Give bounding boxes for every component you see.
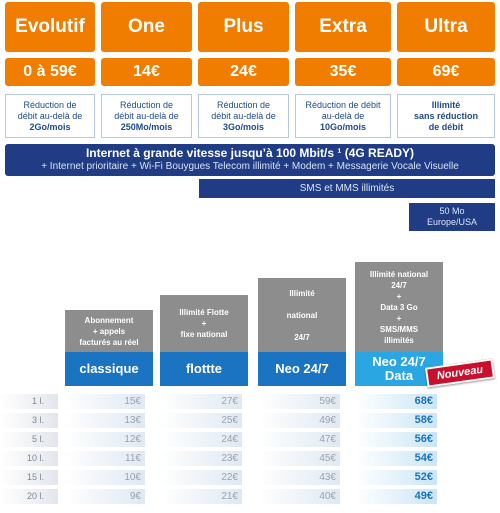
price-cell: 13€ xyxy=(63,413,145,428)
price-cell: 45€ xyxy=(258,451,340,466)
price-cell: 24€ xyxy=(160,432,242,447)
price-cell: 52€ xyxy=(355,470,437,485)
price-cell: 10€ xyxy=(63,470,145,485)
plan-price-extra: 35€ xyxy=(295,58,391,86)
price-cell: 40€ xyxy=(258,489,340,504)
plan-tab-one[interactable]: One xyxy=(101,2,192,52)
price-cell: 56€ xyxy=(355,432,437,447)
row-label-lines: 10 l. xyxy=(0,451,58,466)
sub-name-neo-data[interactable]: Neo 24/7 Data xyxy=(355,352,443,386)
price-cell: 49€ xyxy=(258,413,340,428)
price-cell: 12€ xyxy=(63,432,145,447)
row-label-lines: 20 l. xyxy=(0,489,58,504)
sub-name-neo[interactable]: Neo 24/7 xyxy=(258,352,346,386)
price-cell: 59€ xyxy=(258,394,340,409)
plan-price-plus: 24€ xyxy=(198,58,289,86)
plan-desc-one: Réduction de débit au-delà de 250Mo/mois xyxy=(101,94,192,138)
plan-price-one: 14€ xyxy=(101,58,192,86)
plan-tab-extra[interactable]: Extra xyxy=(295,2,391,52)
price-cell: 68€ xyxy=(355,394,437,409)
new-badge: Nouveau xyxy=(425,358,495,387)
plan-tab-plus[interactable]: Plus xyxy=(198,2,289,52)
price-cell: 22€ xyxy=(160,470,242,485)
price-cell: 25€ xyxy=(160,413,242,428)
plan-price-evolutif: 0 à 59€ xyxy=(5,58,95,86)
row-label-lines: 1 l. xyxy=(0,394,58,409)
price-cell: 54€ xyxy=(355,451,437,466)
internet-band xyxy=(5,144,495,176)
data-roaming-band: 50 Mo Europe/USA xyxy=(409,203,495,231)
sub-features-neo: Illimité national 24/7 xyxy=(258,278,346,352)
sub-features-neo-data: Illimité national 24/7 + Data 3 Go + SMS/MMS illimités xyxy=(355,262,443,352)
row-label-lines: 15 l. xyxy=(0,470,58,485)
plan-tab-evolutif[interactable]: Evolutif xyxy=(5,2,95,52)
price-cell: 43€ xyxy=(258,470,340,485)
price-cell: 23€ xyxy=(160,451,242,466)
price-cell: 15€ xyxy=(63,394,145,409)
price-cell: 27€ xyxy=(160,394,242,409)
price-cell: 9€ xyxy=(63,489,145,504)
price-cell: 58€ xyxy=(355,413,437,428)
row-label-lines: 3 l. xyxy=(0,413,58,428)
plan-desc-extra: Réduction de débit au-delà de 10Go/mois xyxy=(295,94,391,138)
sms-band: SMS et MMS illimités xyxy=(199,179,495,198)
sub-features-flotte: Illimité Flotte + fixe national xyxy=(160,295,248,352)
internet-band-title: Internet à grande vitesse jusqu’à 100 Mbit/s ¹ (4G READY) xyxy=(85,146,415,160)
internet-band-extras: + Internet prioritaire + Wi-Fi Bouygues Telecom illimité + Modem + Messagerie Vocale Visuelle xyxy=(41,161,459,172)
price-cell: 11€ xyxy=(63,451,145,466)
plan-desc-plus: Réduction de débit au-delà de 3Go/mois xyxy=(198,94,289,138)
plan-tab-ultra[interactable]: Ultra xyxy=(397,2,495,52)
sub-name-classique[interactable]: classique xyxy=(65,352,153,386)
sub-name-flotte[interactable]: flottte xyxy=(160,352,248,386)
plan-price-ultra: 69€ xyxy=(397,58,495,86)
plan-desc-ultra: Illimité sans réduction de débit xyxy=(397,94,495,138)
plan-desc-evolutif: Réduction de débit au-delà de 2Go/mois xyxy=(5,94,95,138)
price-cell: 49€ xyxy=(355,489,437,504)
sub-features-classique: Abonnement + appels facturés au réel xyxy=(65,310,153,352)
price-cell: 21€ xyxy=(160,489,242,504)
price-cell: 47€ xyxy=(258,432,340,447)
row-label-lines: 5 l. xyxy=(0,432,58,447)
